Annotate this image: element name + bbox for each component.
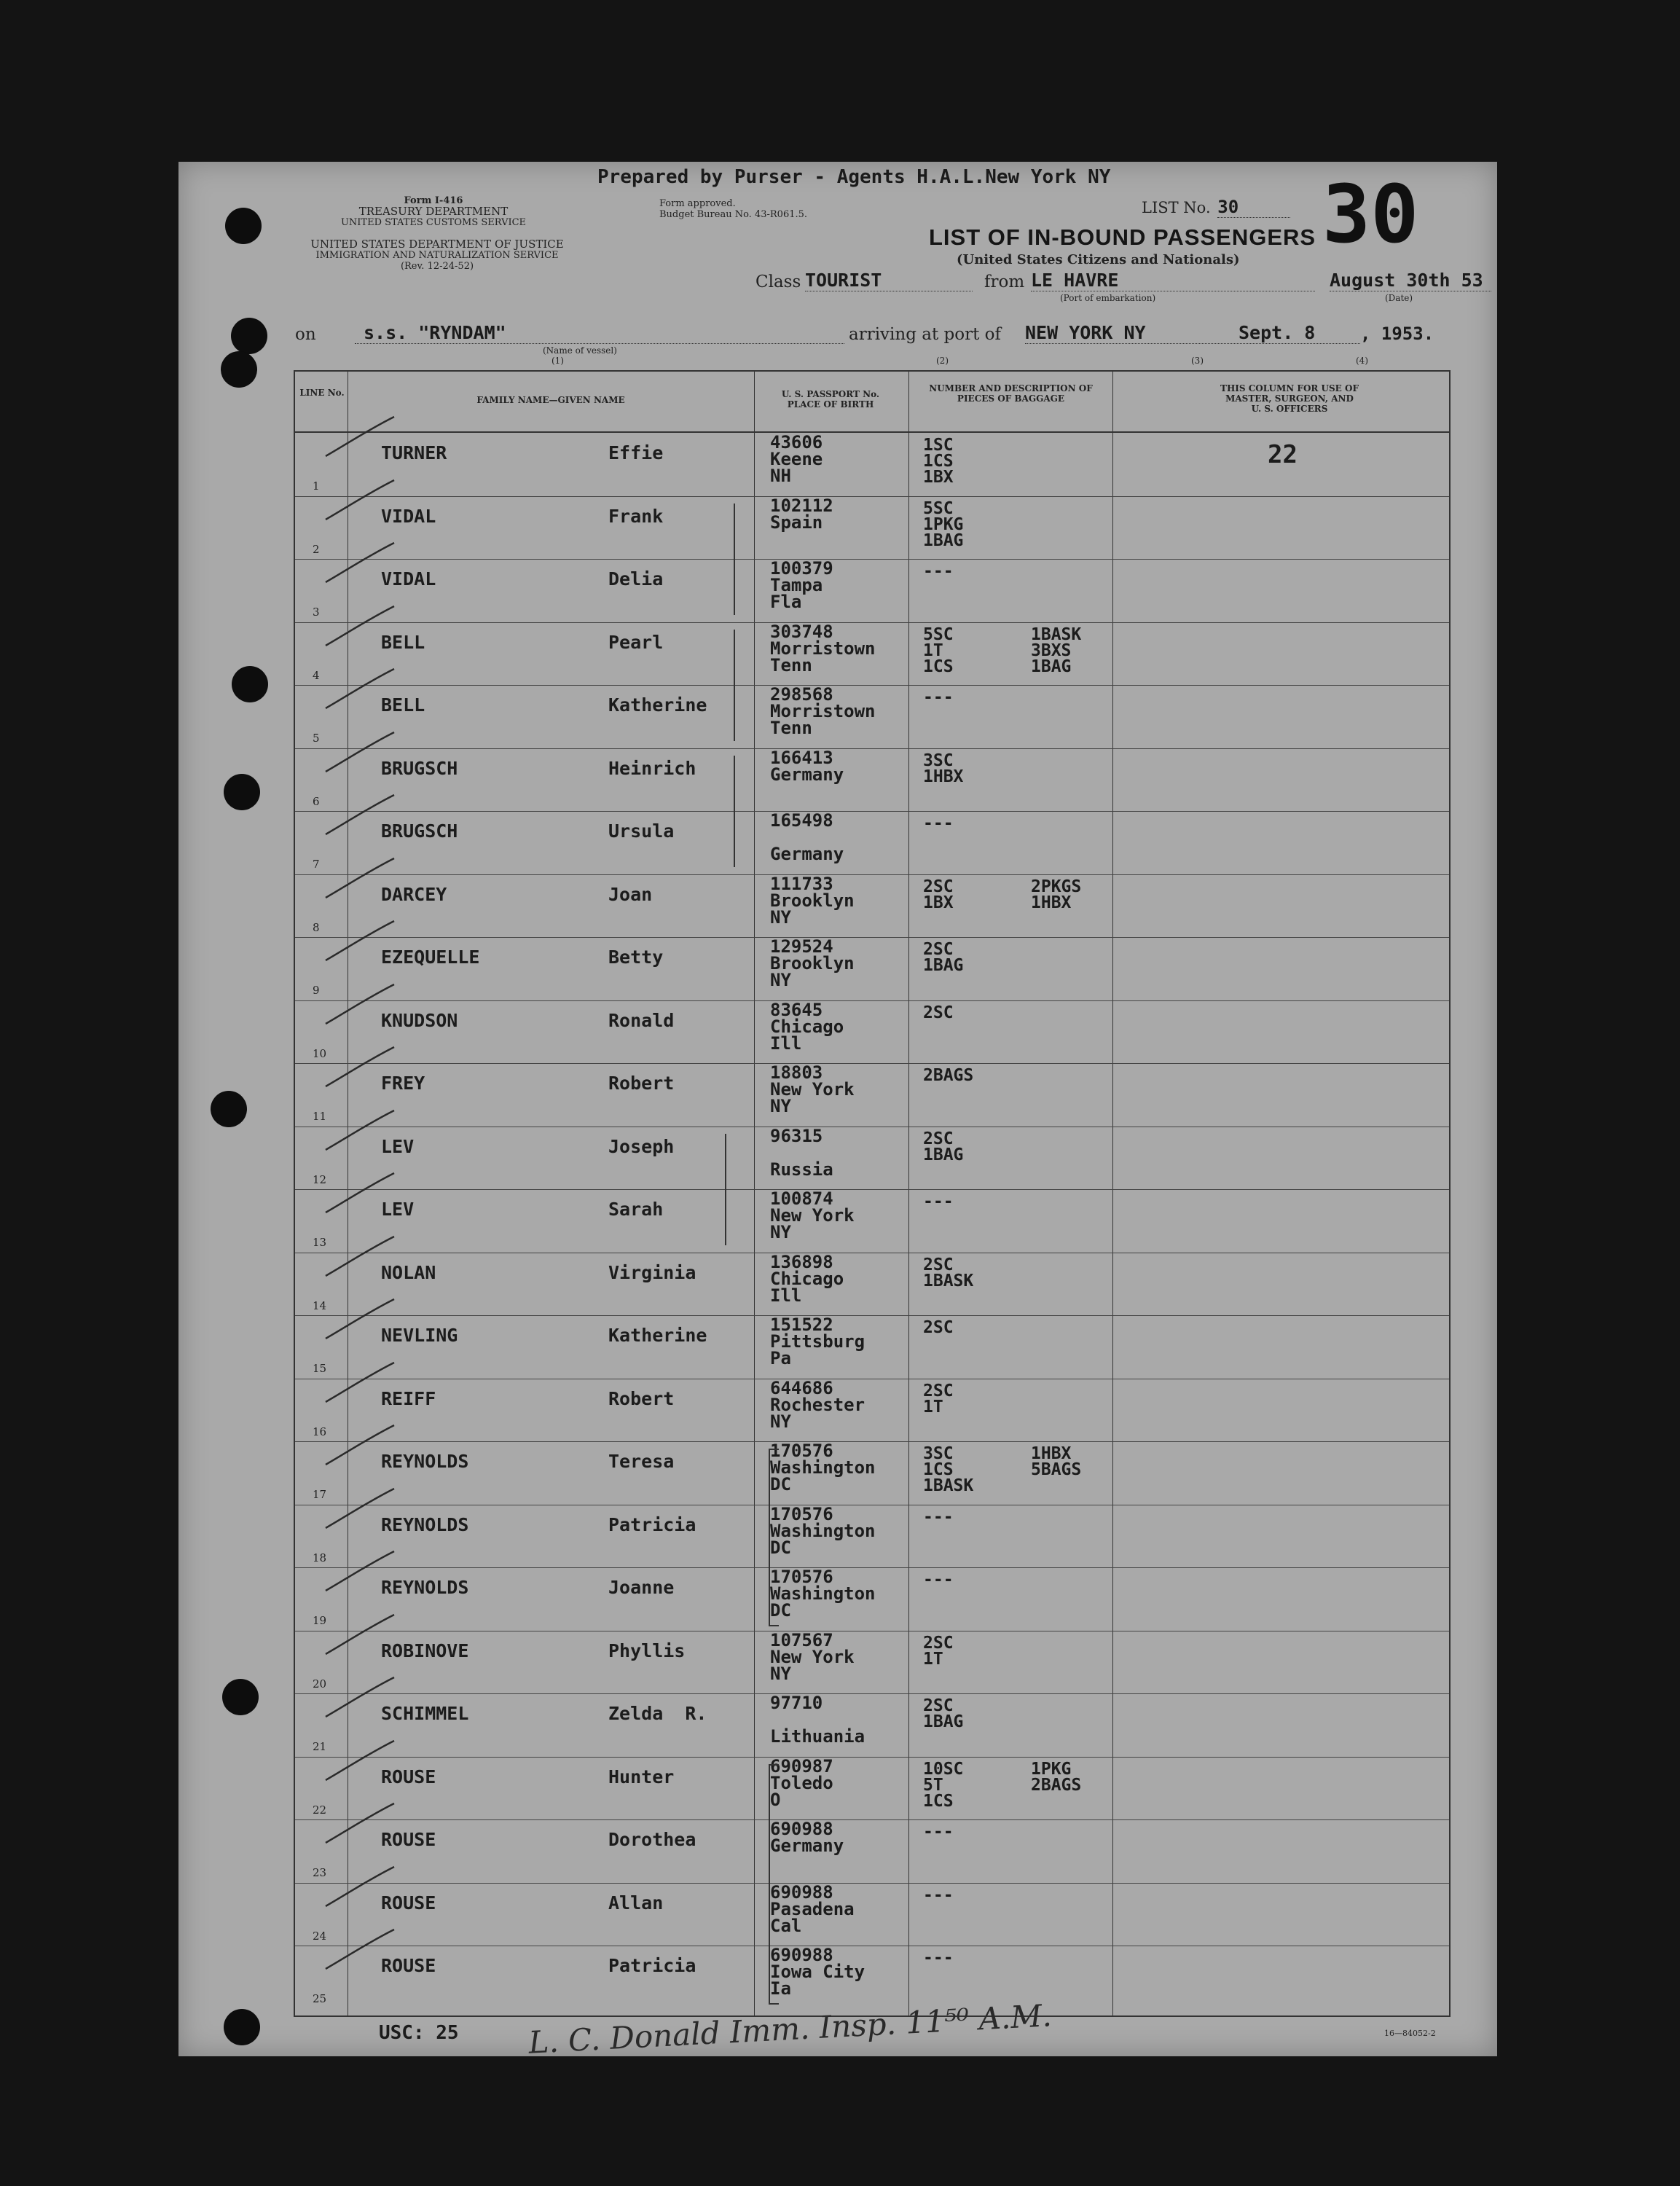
line-number: 5	[313, 732, 320, 745]
family-bracket	[734, 504, 744, 615]
family-bracket	[725, 1134, 735, 1245]
family-name: ROUSE	[381, 1829, 436, 1850]
checkmark-icon	[324, 794, 404, 837]
checkmark-icon	[324, 1235, 404, 1279]
given-name: Katherine	[608, 1325, 707, 1346]
given-name: Effie	[608, 442, 664, 463]
checkmark-icon	[324, 1865, 404, 1909]
table-row	[295, 496, 1449, 559]
line-number: 6	[313, 794, 320, 808]
passport-birthplace: 100874 New York NY	[770, 1188, 855, 1242]
passport-birthplace: 102112 Spain	[770, 495, 833, 533]
checkmark-icon	[324, 731, 404, 775]
prepared-by-line: Prepared by Purser - Agents H.A.L.New York NY	[597, 166, 1111, 188]
line-number: 1	[313, 479, 320, 493]
table-row	[295, 1946, 1449, 2008]
passport-birthplace: 111733 Brooklyn NY	[770, 873, 855, 928]
table-row	[295, 874, 1449, 937]
date-caption: (Date)	[1385, 293, 1413, 303]
table-row	[295, 811, 1449, 874]
dept-line: UNITED STATES CUSTOMS SERVICE	[340, 217, 527, 228]
passport-birthplace: 129524 Brooklyn NY	[770, 936, 855, 990]
checkmark-icon	[324, 1739, 404, 1783]
family-name: REIFF	[381, 1387, 436, 1409]
baggage-primary: ---	[923, 1507, 954, 1527]
baggage-primary: ---	[923, 1570, 954, 1589]
line-number: 12	[313, 1172, 327, 1186]
baggage-primary: ---	[923, 562, 954, 581]
from-value: LE HAVRE	[1031, 270, 1315, 291]
line-number: 17	[313, 1488, 327, 1501]
col-header-officers: THIS COLUMN FOR USE OF MASTER, SURGEON, AND U. S. OFFICERS	[1220, 383, 1359, 414]
baggage-primary: 2SC 1BAG	[923, 1129, 964, 1164]
baggage-primary: 2SC	[923, 1003, 954, 1022]
passport-birthplace: 96315 Russia	[770, 1125, 833, 1180]
given-name: Ronald	[608, 1009, 675, 1031]
table-row	[295, 1063, 1449, 1126]
passport-birthplace: 303748 Morristown Tenn	[770, 621, 876, 675]
table-row	[295, 1819, 1449, 1882]
checkmark-icon	[324, 1424, 404, 1468]
approval-block	[659, 198, 807, 220]
checkmark-icon	[324, 479, 404, 522]
col-header-name: FAMILY NAME—GIVEN NAME	[476, 395, 625, 405]
passport-birthplace: 136898 Chicago Ill	[770, 1251, 844, 1306]
family-name: NEVLING	[381, 1325, 458, 1346]
table-row	[295, 1189, 1449, 1252]
passport-birthplace: 644686 Rochester NY	[770, 1377, 865, 1432]
family-name: BELL	[381, 631, 425, 653]
table-row	[295, 1505, 1449, 1567]
given-name: Joseph	[608, 1135, 675, 1157]
line-number: 3	[313, 606, 320, 619]
list-number	[1142, 197, 1290, 218]
family-bracket	[734, 756, 744, 867]
passport-birthplace: 690987 Toledo O	[770, 1755, 833, 1810]
checkmark-icon	[324, 983, 404, 1027]
given-name: Patricia	[608, 1955, 696, 1976]
family-name: REYNOLDS	[381, 1451, 469, 1472]
given-name: Allan	[608, 1892, 664, 1913]
checkmark-icon	[324, 1046, 404, 1089]
table-row	[295, 1757, 1449, 1819]
passport-birthplace: 690988 Germany	[770, 1819, 844, 1856]
checkmark-icon	[324, 1613, 404, 1657]
approval-line: Form approved.	[659, 198, 736, 209]
baggage-primary: 2SC 1T	[923, 1633, 954, 1669]
list-no-value: 30	[1217, 197, 1290, 218]
given-name: Robert	[608, 1073, 675, 1094]
family-name: EZEQUELLE	[381, 947, 480, 968]
manifest-page	[178, 162, 1497, 2061]
given-name: Heinrich	[608, 757, 696, 779]
family-name: DARCEY	[381, 883, 447, 905]
table-row	[295, 1441, 1449, 1504]
given-name: Delia	[608, 568, 664, 589]
table-row	[295, 1000, 1449, 1063]
justice-block	[277, 239, 597, 272]
family-name: VIDAL	[381, 568, 436, 589]
family-name: BELL	[381, 694, 425, 716]
line-number: 2	[313, 542, 320, 556]
table-row	[295, 1567, 1449, 1630]
given-name: Joanne	[608, 1577, 675, 1598]
arrival-year: , 1953.	[1360, 324, 1434, 344]
passport-birthplace: 170576 Washington DC	[770, 1503, 876, 1558]
baggage-primary: ---	[923, 1822, 954, 1841]
family-name: ROUSE	[381, 1955, 436, 1976]
given-name: Sarah	[608, 1199, 664, 1220]
page-title: LIST OF IN-BOUND PASSENGERS	[929, 224, 1316, 250]
given-name: Betty	[608, 947, 664, 968]
dept-line: UNITED STATES DEPARTMENT OF JUSTICE	[310, 238, 564, 251]
checkmark-icon	[324, 667, 404, 711]
baggage-primary: ---	[923, 1948, 954, 1967]
punch-hole	[224, 774, 260, 810]
punch-hole	[225, 208, 262, 244]
baggage-secondary: 2PKGS 1HBX	[1031, 877, 1082, 912]
table-row	[295, 1315, 1449, 1378]
punch-hole	[222, 1679, 259, 1715]
passport-birthplace: 170576 Washington DC	[770, 1567, 876, 1621]
family-name: TURNER	[381, 442, 447, 463]
class-value: TOURIST	[805, 270, 973, 291]
department-block	[324, 195, 543, 228]
checkmark-icon	[324, 1361, 404, 1405]
from-label: from	[984, 273, 1025, 291]
baggage-primary: 3SC 1CS 1BASK	[923, 1444, 974, 1495]
baggage-primary: ---	[923, 688, 954, 707]
baggage-secondary: 1BASK 3BXS 1BAG	[1031, 624, 1082, 676]
family-name: VIDAL	[381, 505, 436, 527]
on-label: on	[295, 325, 316, 344]
checkmark-icon	[324, 541, 404, 585]
passport-birthplace: 97710 Lithuania	[770, 1693, 865, 1747]
table-row	[295, 1883, 1449, 1946]
punch-hole	[232, 666, 268, 702]
officer-note: 22	[1268, 440, 1298, 469]
checkmark-icon	[324, 1109, 404, 1153]
family-name: KNUDSON	[381, 1009, 458, 1031]
family-bracket	[769, 1764, 779, 2005]
line-number: 16	[313, 1425, 327, 1438]
inspector-signature: L. C. Donald Imm. Insp. 11⁵⁰ A.M.	[527, 1997, 1053, 2061]
baggage-secondary: 1PKG 2BAGS	[1031, 1759, 1082, 1795]
checkmark-icon	[324, 1676, 404, 1720]
checkmark-icon	[324, 1802, 404, 1846]
checkmark-icon	[324, 1487, 404, 1531]
baggage-primary: 1SC 1CS 1BX	[923, 436, 954, 487]
column-number-3: (3)	[1191, 356, 1204, 366]
page-subtitle: (United States Citizens and Nationals)	[957, 252, 1240, 267]
line-number: 22	[313, 1803, 327, 1817]
usc-count: USC: 25	[379, 2022, 459, 2044]
col-header-baggage: NUMBER AND DESCRIPTION OF PIECES OF BAGGAGE	[929, 383, 1093, 404]
column-number-1: (1)	[552, 356, 564, 366]
class-label: Class	[755, 273, 801, 291]
checkmark-icon	[324, 1550, 404, 1594]
passport-birthplace: 165498 Germany	[770, 810, 844, 864]
given-name: Zelda R.	[608, 1703, 707, 1724]
approval-line: Budget Bureau No. 43-R061.5.	[659, 209, 808, 220]
baggage-primary: 2SC 1T	[923, 1381, 954, 1417]
arrival-port: NEW YORK NY	[1025, 322, 1360, 344]
line-number: 18	[313, 1551, 327, 1564]
passport-birthplace: 166413 Germany	[770, 747, 844, 785]
baggage-primary: 2SC	[923, 1318, 954, 1337]
baggage-primary: 5SC 1PKG 1BAG	[923, 498, 964, 550]
given-name: Pearl	[608, 631, 664, 653]
baggage-primary: ---	[923, 1885, 954, 1905]
list-no-label: LIST No.	[1142, 199, 1211, 216]
passport-birthplace: 83645 Chicago Ill	[770, 999, 844, 1054]
family-bracket	[769, 1449, 779, 1626]
baggage-primary: 2SC 1BAG	[923, 1696, 964, 1731]
passport-birthplace: 298568 Morristown Tenn	[770, 684, 876, 738]
baggage-secondary: 1HBX 5BAGS	[1031, 1444, 1082, 1479]
baggage-primary: 5SC 1T 1CS	[923, 624, 954, 676]
family-bracket	[734, 630, 744, 741]
passport-birthplace: 690988 Iowa City Ia	[770, 1945, 865, 1999]
col-header-passport: U. S. PASSPORT No. PLACE OF BIRTH	[781, 389, 880, 410]
table-row	[295, 1253, 1449, 1315]
given-name: Hunter	[608, 1766, 675, 1787]
form-code: 16—84052-2	[1384, 2029, 1436, 2038]
table-row	[295, 685, 1449, 748]
baggage-primary: 2SC 1BAG	[923, 940, 964, 975]
given-name: Phyllis	[608, 1640, 686, 1661]
family-name: REYNOLDS	[381, 1513, 469, 1535]
dept-line: (Rev. 12-24-52)	[400, 261, 474, 272]
passport-birthplace: 100379 Tampa Fla	[770, 558, 833, 612]
family-name: ROBINOVE	[381, 1640, 469, 1661]
baggage-primary: ---	[923, 1192, 954, 1211]
table-row	[295, 937, 1449, 1000]
given-name: Robert	[608, 1387, 675, 1409]
line-number: 10	[313, 1046, 327, 1060]
given-name: Katherine	[608, 694, 707, 716]
passport-birthplace: 107567 New York NY	[770, 1629, 855, 1684]
line-number: 7	[313, 858, 320, 871]
baggage-primary: ---	[923, 814, 954, 833]
dept-line: IMMIGRATION AND NATURALIZATION SERVICE	[315, 250, 559, 261]
punch-hole	[211, 1091, 247, 1127]
vessel-caption: (Name of vessel)	[543, 345, 617, 356]
given-name: Virginia	[608, 1261, 696, 1283]
line-number: 21	[313, 1740, 327, 1753]
family-name: SCHIMMEL	[381, 1703, 469, 1724]
line-number: 20	[313, 1677, 327, 1691]
punch-hole	[221, 351, 257, 388]
arriving-label: arriving at port of	[849, 325, 1001, 344]
family-name: LEV	[381, 1199, 415, 1220]
checkmark-icon	[324, 605, 404, 649]
table-row	[295, 433, 1449, 495]
big-list-number: 30	[1322, 168, 1419, 261]
line-number: 4	[313, 668, 320, 682]
dept-line: TREASURY DEPARTMENT	[358, 205, 509, 218]
form-number: Form I-416	[404, 195, 463, 206]
col-header-line: LINE No.	[299, 388, 345, 398]
family-name: BRUGSCH	[381, 757, 458, 779]
line-number: 25	[313, 1992, 327, 2005]
passport-birthplace: 151522 Pittsburg Pa	[770, 1315, 865, 1368]
baggage-primary: 2SC 1BX	[923, 877, 954, 912]
passport-birthplace: 43606 Keene NH	[770, 432, 823, 486]
line-number: 8	[313, 920, 320, 934]
line-number: 9	[313, 984, 320, 997]
line-number: 24	[313, 1929, 327, 1943]
date-value: August 30th 53	[1330, 270, 1491, 291]
table-row	[295, 748, 1449, 811]
family-name: ROUSE	[381, 1766, 436, 1787]
passport-birthplace: 170576 Washington DC	[770, 1441, 876, 1494]
punch-hole	[231, 318, 267, 354]
checkmark-icon	[324, 1172, 404, 1215]
family-name: LEV	[381, 1135, 415, 1157]
given-name: Teresa	[608, 1451, 675, 1472]
family-name: REYNOLDS	[381, 1577, 469, 1598]
baggage-primary: 10SC 5T 1CS	[923, 1759, 964, 1811]
given-name: Frank	[608, 505, 664, 527]
passport-birthplace: 18803 New York NY	[770, 1062, 855, 1116]
line-number: 15	[313, 1362, 327, 1375]
table-row	[295, 1631, 1449, 1693]
family-name: ROUSE	[381, 1892, 436, 1913]
line-number: 13	[313, 1236, 327, 1249]
given-name: Dorothea	[608, 1829, 696, 1850]
checkmark-icon	[324, 920, 404, 963]
vessel-value: s.s. "RYNDAM"	[355, 322, 844, 344]
line-number: 11	[313, 1110, 327, 1123]
given-name: Patricia	[608, 1513, 696, 1535]
table-row	[295, 622, 1449, 685]
given-name: Joan	[608, 883, 653, 905]
column-number-2: (2)	[936, 356, 949, 366]
arrival-date: Sept. 8	[1239, 322, 1316, 343]
port-embark-caption: (Port of embarkation)	[1060, 293, 1156, 303]
checkmark-icon	[324, 415, 404, 459]
column-number-4: (4)	[1356, 356, 1368, 366]
baggage-primary: 3SC 1HBX	[923, 751, 964, 786]
line-number: 14	[313, 1298, 327, 1312]
family-name: NOLAN	[381, 1261, 436, 1283]
table-row	[295, 1379, 1449, 1441]
checkmark-icon	[324, 1298, 404, 1341]
family-name: FREY	[381, 1073, 425, 1094]
checkmark-icon	[324, 857, 404, 901]
checkmark-icon	[324, 1928, 404, 1972]
line-number: 23	[313, 1866, 327, 1879]
passenger-table	[294, 370, 1451, 2017]
table-row	[295, 1693, 1449, 1756]
given-name: Ursula	[608, 820, 675, 842]
passport-birthplace: 690988 Pasadena Cal	[770, 1881, 855, 1936]
baggage-primary: 2SC 1BASK	[923, 1255, 974, 1290]
line-number: 19	[313, 1614, 327, 1627]
family-name: BRUGSCH	[381, 820, 458, 842]
baggage-primary: 2BAGS	[923, 1066, 974, 1085]
table-row	[295, 559, 1449, 622]
table-row	[295, 1127, 1449, 1189]
punch-hole	[224, 2009, 260, 2045]
